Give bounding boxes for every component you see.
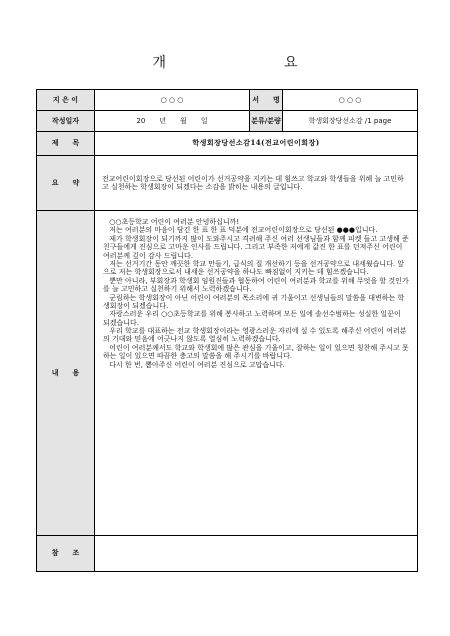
- content-body: [95, 211, 418, 536]
- author-row: [37, 90, 418, 111]
- content-paragraph: 어린이 여러분께서도 학교와 학생회에 많은 관심을 기울이고, 잘하는 일이 있으면 칭찬해 주시고 못하는 일이 있으면 따끔한 충고의 말씀을 해 주시기를 바랍니다.: [103, 343, 409, 361]
- reference-row: [37, 536, 418, 572]
- date-value: 20 년 월 일: [95, 111, 250, 132]
- content-paragraph: 뿐만 아니라, 부회장과 학생회 임원진들과 협동하여 어린이 여러분과 학교를 위해 무엇을 할 것인가를 늘 고민하고 실천하기 위해서 노력하겠습니다.: [103, 276, 409, 294]
- subject-value: 학생회장당선소감14(전교어린이회장): [95, 132, 418, 156]
- content-paragraph: 저는 여러분의 마음이 담긴 한 표 한 표 덕분에 전교어린이회장으로 당선된 ●●●입니다.: [109, 226, 378, 235]
- date-label: 작성일자: [37, 111, 95, 132]
- category-label: 분류/분량: [250, 111, 283, 132]
- content-paragraph: 다시 한 번, 뽑아주신 어린이 여러분 진심으로 고맙습니다.: [109, 360, 285, 369]
- page-title: 개 요: [152, 55, 328, 71]
- subject-row: [37, 132, 418, 156]
- subject-label: 제 목: [37, 132, 95, 156]
- reference-label: 참 조: [37, 536, 95, 572]
- content-paragraph: 자랑스러운 우리 ○○초등학교를 위해 봉사하고 노력하며 모든 일에 솔선수범하는 성실한 일꾼이 되겠습니다.: [103, 310, 401, 327]
- content-paragraph: 우리 학교를 대표하는 전교 학생회장이라는 영광스러운 자리에 설 수 있도록 해주신 어린이 여러분의 기대와 믿음에 어긋나지 않도록 열심히 노력하겠습니다.: [103, 327, 407, 344]
- reference-value: [95, 536, 418, 572]
- author-value: ○ ○ ○: [95, 90, 250, 111]
- name-label: 서 명: [250, 90, 283, 111]
- summary-form: [36, 89, 418, 572]
- content-paragraph: ○○초등학교 어린이 여러분 안녕하십니까!: [109, 218, 240, 226]
- content-paragraph: 군림하는 학생회장이 아닌 어린이 여러분의 목소리에 귀 기울이고 선생님들의 말씀을 대변하는 학생회장이 되겠습니다.: [103, 293, 405, 310]
- summary-value: 전교어린이회장으로 당선된 어린이가 선거공약을 지키는 데 힘쓰고 학교와 학생들을 위해 늘 고민하고 실천하는 학생회장이 되겠다는 소감을 밝히는 내용의 글입니다.: [95, 156, 418, 211]
- content-label: 내 용: [37, 211, 95, 536]
- name-value: ○ ○ ○: [283, 90, 418, 111]
- content-paragraph: 제가 학생회장이 되기까지 많이 도와주시고 격려해 주신 여러 선생님들과 함께 피켓 들고 고생해 준 친구들에게 진심으로 고마운 인사를 드립니다. 그리고 부족한 저에게 값진 한 표를 던져주신 어린이 여러분께 깊이 감사 드립니다.: [103, 234, 409, 260]
- summary-row: [37, 156, 418, 211]
- content-row: [37, 211, 418, 536]
- category-value: 학생회장당선소감 /1 page: [283, 111, 418, 132]
- content-paragraph: 저는 선거기간 동안 깨끗한 학교 만들기, 급식의 질 개선하기 등을 선거공약으로 내세웠습니다. 앞으로 저는 학생회장으로서 내세운 선거공약을 하나도 빠짐없이 지키는 데 힘쓰겠습니다.: [103, 259, 405, 277]
- summary-label: 요 약: [37, 156, 95, 211]
- author-label: 지 은 이: [37, 90, 95, 111]
- date-row: [37, 111, 418, 132]
